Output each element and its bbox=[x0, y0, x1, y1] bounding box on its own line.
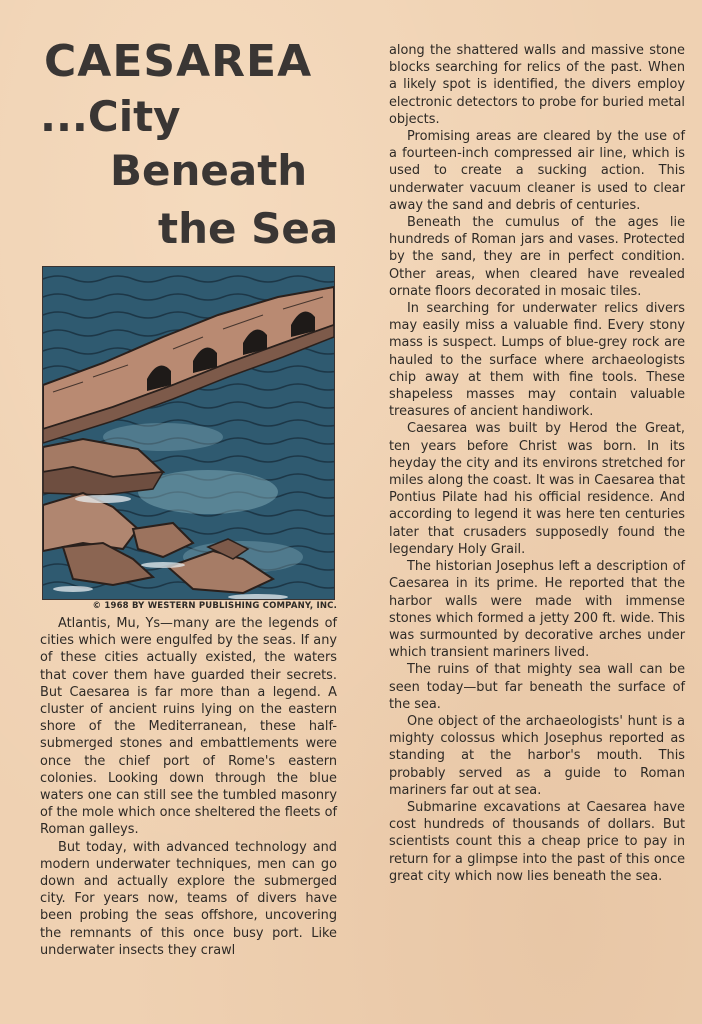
paragraph: But today, with advanced technology and modern underwater techniques, men can go down and actually explore the submerged city. For years now, teams of divers have been probing the seas offshore, uncovering the remnants of this once busy port. Like underwater insects they crawl bbox=[40, 839, 337, 958]
paragraph: Promising areas are cleared by the use of a fourteen-inch compressed air line, which is used to create a sucking action. This underwater vacuum cleaner is used to clear away the sand and debris of centuries. bbox=[389, 129, 685, 213]
title-line-2: ...City bbox=[40, 92, 181, 141]
paragraph: The ruins of that mighty sea wall can be seen today—but far beneath the surface of the sea. bbox=[389, 662, 685, 712]
paragraph: In searching for underwater relics divers may easily miss a valuable find. Every stony mass is suspect. Lumps of blue-grey rock are hauled to the surface where archaeologists chip away at them with fine tools. These shapeless masses may contain valuable treasures of ancient handiwork. bbox=[389, 301, 685, 420]
paragraph: Submarine excavations at Caesarea have cost hundreds of thousands of dollars. But scientists count this a cheap price to pay in return for a glimpse into the past of this once great city which now lies beneath the sea. bbox=[389, 799, 685, 884]
copyright-notice: © 1968 BY WESTERN PUBLISHING COMPANY, INC. bbox=[92, 601, 337, 611]
paragraph: The historian Josephus left a description of Caesarea in its prime. He reported that the harbor walls were made with immense stones which formed a jetty 200 ft. wide. This was surmounted by decorative arches under which transient mariners lived. bbox=[389, 559, 685, 661]
paragraph: One object of the archaeologists' hunt is a mighty colossus which Josephus reported as standing at the harbor's mouth. This probably served as a guide to Roman mariners far out at sea. bbox=[389, 713, 685, 798]
title-line-4: the Sea bbox=[158, 204, 339, 253]
article-title bbox=[40, 36, 340, 262]
paragraph: Caesarea was built by Herod the Great, ten years before Christ was born. In its heyday the city and its environs stretched for miles along the coast. It was in Caesarea that Pontius Pilate had his official residence. And according to legend it was here ten centuries later that crusaders supposedly found the legendary Holy Grail. bbox=[389, 421, 685, 557]
paragraph: along the shattered walls and massive stone blocks searching for relics of the past. When a likely spot is identified, the divers employ electronic detectors to probe for buried metal objects. bbox=[389, 43, 685, 127]
sunken-ruins-illustration bbox=[42, 266, 335, 600]
paragraph: Beneath the cumulus of the ages lie hundreds of Roman jars and vases. Protected by the sand, they are in perfect condition. Other areas, when cleared have revealed ornate floors decorated in mosaic tiles. bbox=[389, 215, 685, 299]
title-line-3: Beneath bbox=[110, 146, 308, 195]
paragraph: Atlantis, Mu, Ys—many are the legends of cities which were engulfed by the seas. If any of these cities actually existed, the waters that cover them have guarded their secrets. But Caesarea is far more than a legend. A cluster of ancient ruins lying on the eastern shore of the Mediterranean, these half-submerged stones and embattlements were once the chief port of Rome's eastern colonies. Looking down through the blue waters one can still see the tumbled masonry of the mole which once sheltered the fleets of Roman galleys. bbox=[40, 616, 337, 838]
right-text-column bbox=[389, 42, 685, 885]
title-line-1: CAESAREA bbox=[44, 36, 313, 87]
left-text-column bbox=[40, 615, 337, 959]
sea-ruins-drawing bbox=[43, 267, 334, 599]
